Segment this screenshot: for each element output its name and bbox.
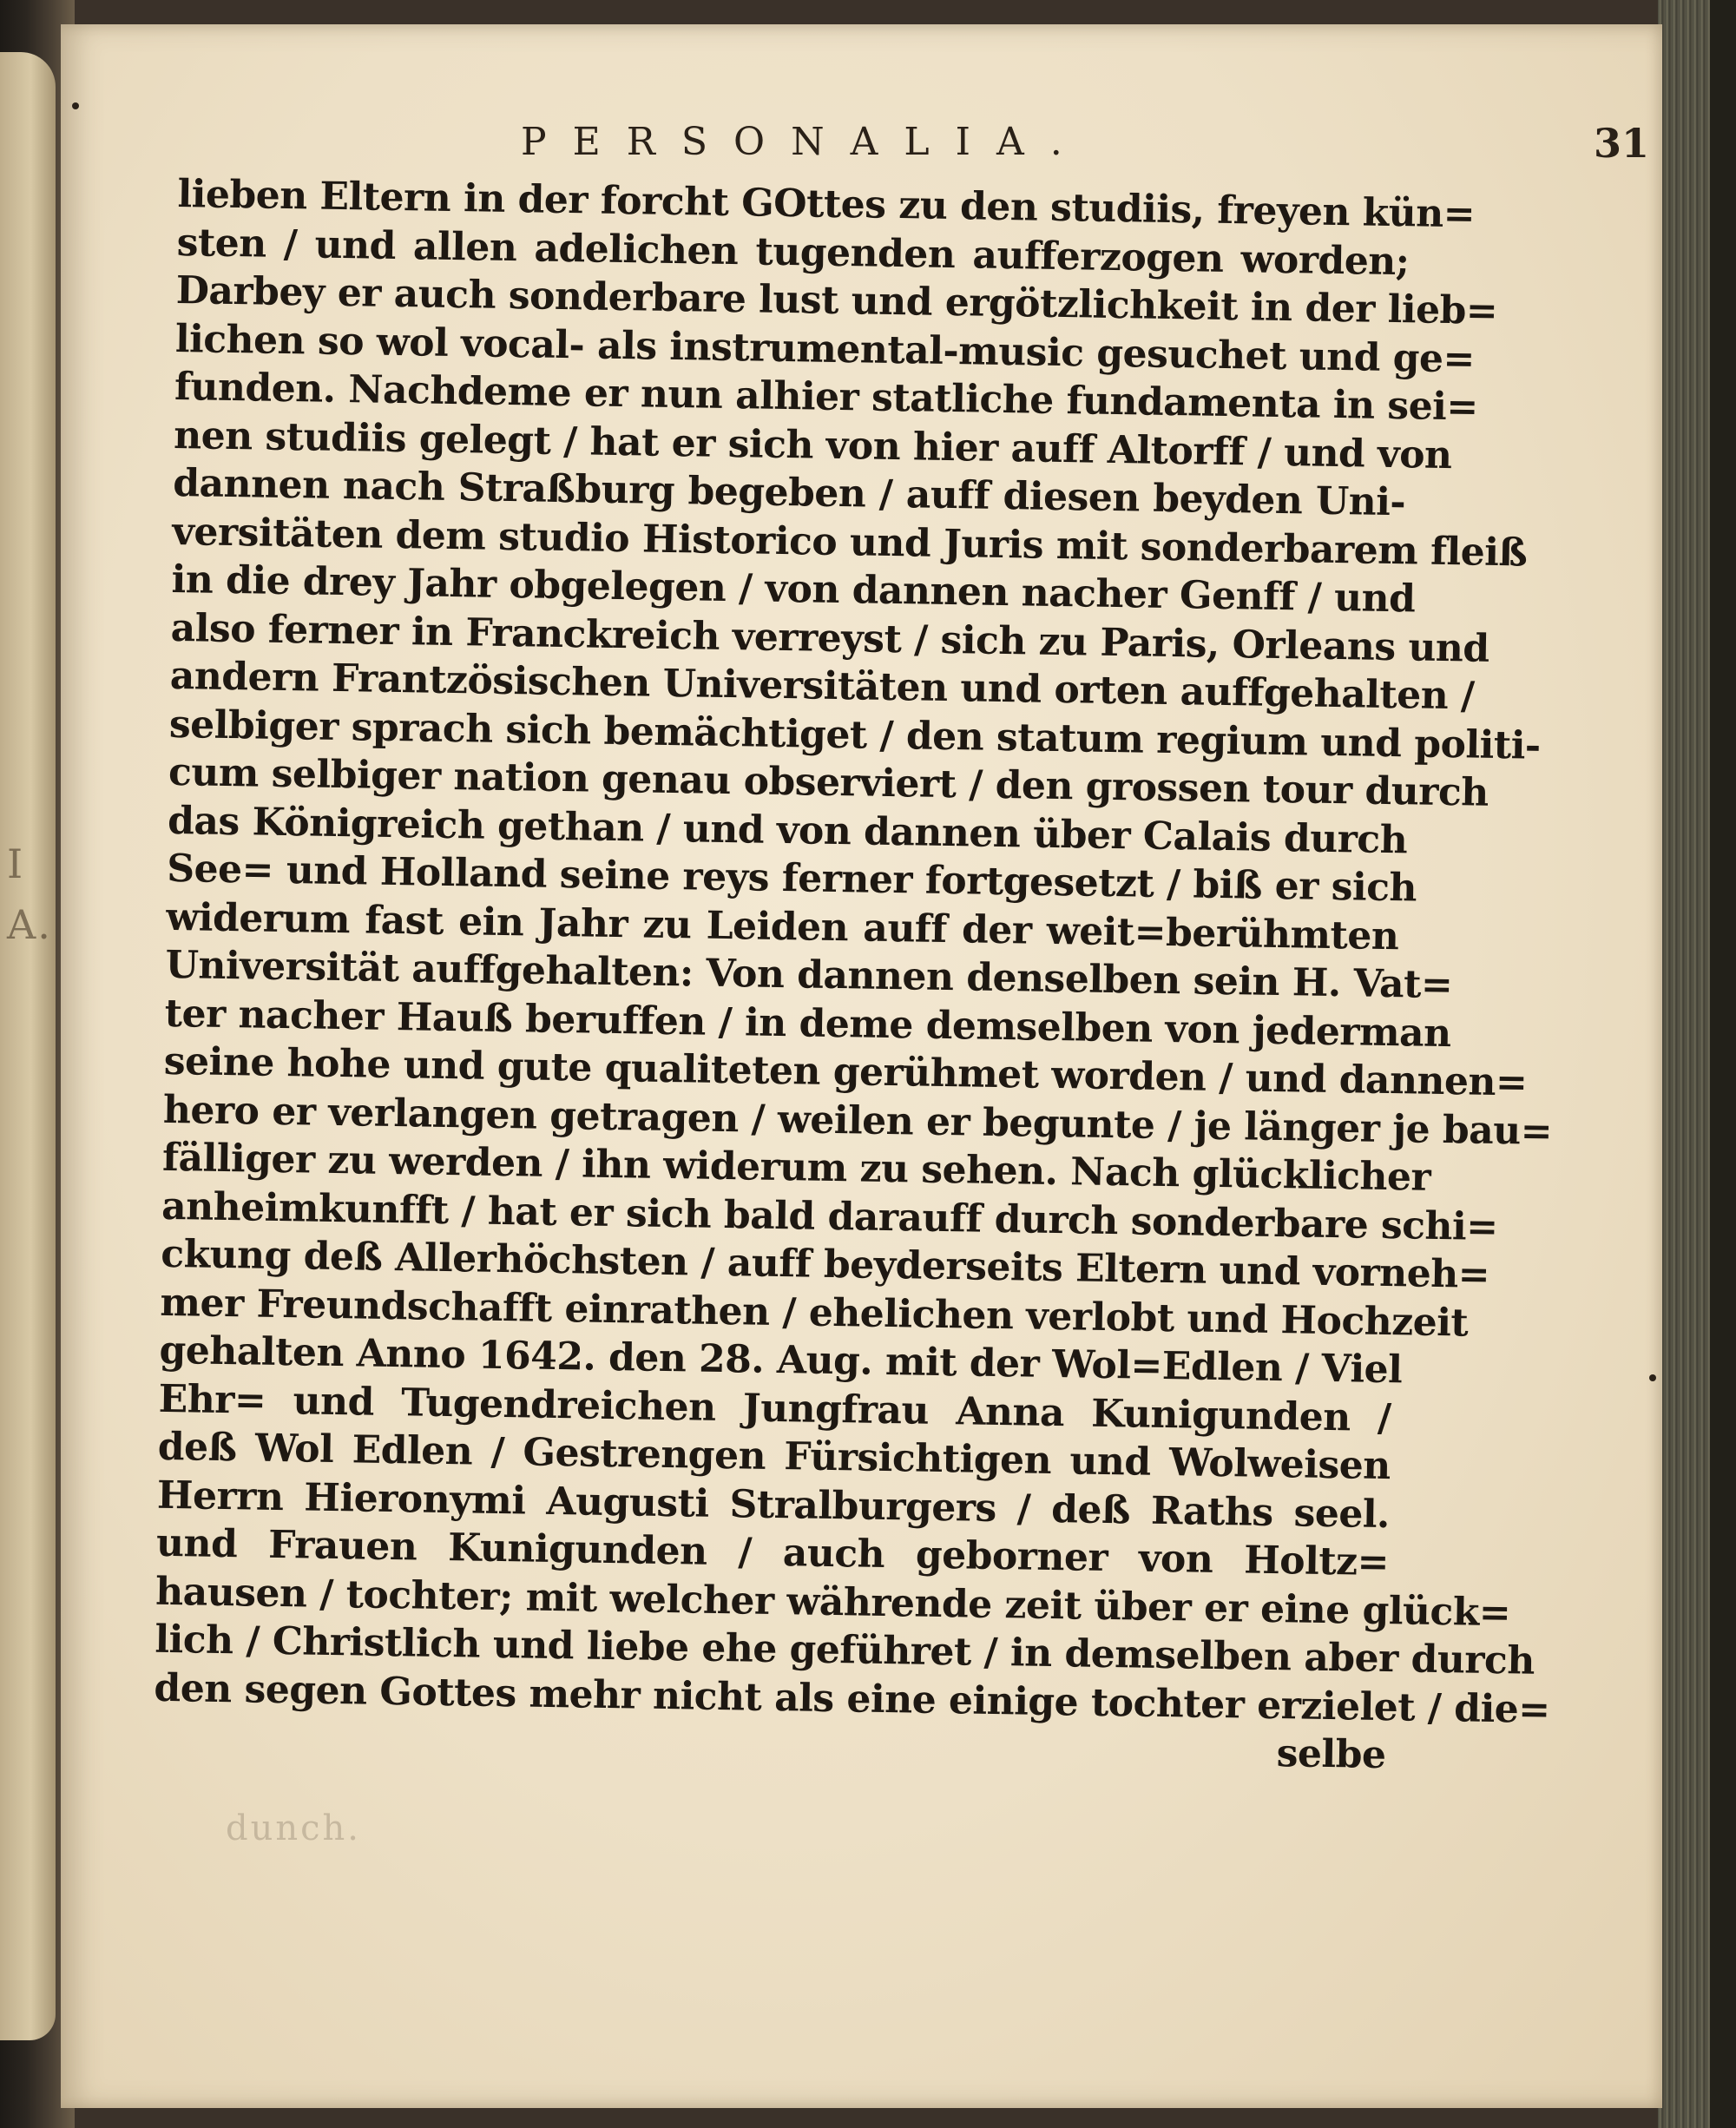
text-line: deß Wol Edlen / Gestrengen Fürsichtigen und Wolweisen <box>157 1424 1391 1489</box>
text-line: also ferner in Franckreich verreyst / sich zu Paris, Orleans und <box>170 605 1490 671</box>
text-line: nen studiis gelegt / hat er sich von hier auff Altorff / und von <box>173 412 1452 478</box>
catchword: selbe <box>1276 1731 1386 1778</box>
text-line: und Frauen Kunigunden / auch geborner von Holtz= <box>155 1520 1390 1585</box>
text-line: lieben Eltern in der forcht GOttes zu den studiis, freyen kün= <box>177 171 1476 237</box>
text-line: gehalten Anno 1642. den 28. Aug. mit der Wol=Edlen / Viel <box>159 1328 1403 1393</box>
text-line: hero er verlangen getragen / weilen er begunte / je länger je bau= <box>162 1087 1553 1154</box>
text-line: in die drey Jahr obgelegen / von dannen nacher Genff / und <box>171 557 1416 622</box>
bleed-through-text: dunch. <box>226 1808 362 1848</box>
text-line: das Königreich gethan / und von dannen über Calais durch <box>167 798 1408 862</box>
text-line: fälliger zu werden / ihn widerum zu sehen. Nach glücklicher <box>161 1135 1431 1200</box>
text-line: lich / Christlich und liebe ehe geführet / in demselben aber durch <box>155 1617 1535 1683</box>
text-line: andern Frantzösischen Universitäten und orten auffgehalten / <box>169 653 1475 719</box>
left-page-fragment: I A. <box>7 840 52 948</box>
ink-speck <box>72 102 79 109</box>
text-line: cum selbiger nation genau observiert / den grossen tour durch <box>168 749 1489 815</box>
text-line: selbiger sprach sich bemächtiget / den statum regium und politi- <box>168 702 1542 768</box>
text-line: sten / und allen adelichen tugenden aufferzogen worden; <box>176 220 1410 284</box>
running-head: PERSONALIA. <box>521 120 1088 164</box>
text-line: See= und Holland seine reys ferner fortgesetzt / biß er sich <box>166 846 1417 911</box>
book-page <box>61 24 1662 2108</box>
text-line: Universität auffgehalten: Von dannen denselben sein H. Vat= <box>165 942 1453 1008</box>
text-line: Ehr= und Tugendreichen Jungfrau Anna Kunigunden / <box>158 1376 1391 1440</box>
ink-speck <box>1649 1374 1656 1381</box>
text-line: anheimkunfft / hat er sich bald darauff durch sonderbare schi= <box>161 1183 1499 1249</box>
text-line: ckung deß Allerhöchsten / auff beyderseits Eltern und vorneh= <box>160 1231 1490 1297</box>
text-line: Herrn Hieronymi Augusti Stralburgers / deß Raths seel. <box>156 1472 1391 1537</box>
text-line: Darbey er auch sonderbare lust und ergötzlichkeit in der lieb= <box>175 267 1498 333</box>
left-page-edge <box>0 52 56 2040</box>
text-line: ter nacher Hauß beruffen / in deme demselben von jederman <box>164 991 1452 1056</box>
text-line: mer Freundschafft einrathen / ehelichen verlobt und Hochzeit <box>160 1280 1469 1346</box>
text-line: widerum fast ein Jahr zu Leiden auff der weit=berühmten <box>166 894 1399 959</box>
page-header <box>521 120 1649 172</box>
text-line: den segen Gottes mehr nicht als eine einige tochter erzielet / die= <box>154 1665 1551 1732</box>
text-line: versitäten dem studio Historico und Juris mit sonderbarem fleiß <box>172 509 1528 575</box>
text-line: seine hohe und gute qualiteten gerühmet worden / und dannen= <box>163 1038 1528 1105</box>
page-stack-shadow <box>1710 0 1736 2128</box>
text-line: lichen so wol vocal- als instrumental-music gesuchet und ge= <box>174 316 1476 381</box>
text-line: funden. Nachdeme er nun alhier statliche fundamenta in sei= <box>174 364 1479 430</box>
text-line: hausen / tochter; mit welcher währende zeit über er eine glück= <box>155 1569 1511 1635</box>
page-number: 31 <box>1593 120 1649 167</box>
body-text <box>153 170 1553 1780</box>
text-line: dannen nach Straßburg begeben / auff diesen beyden Uni- <box>172 460 1406 525</box>
